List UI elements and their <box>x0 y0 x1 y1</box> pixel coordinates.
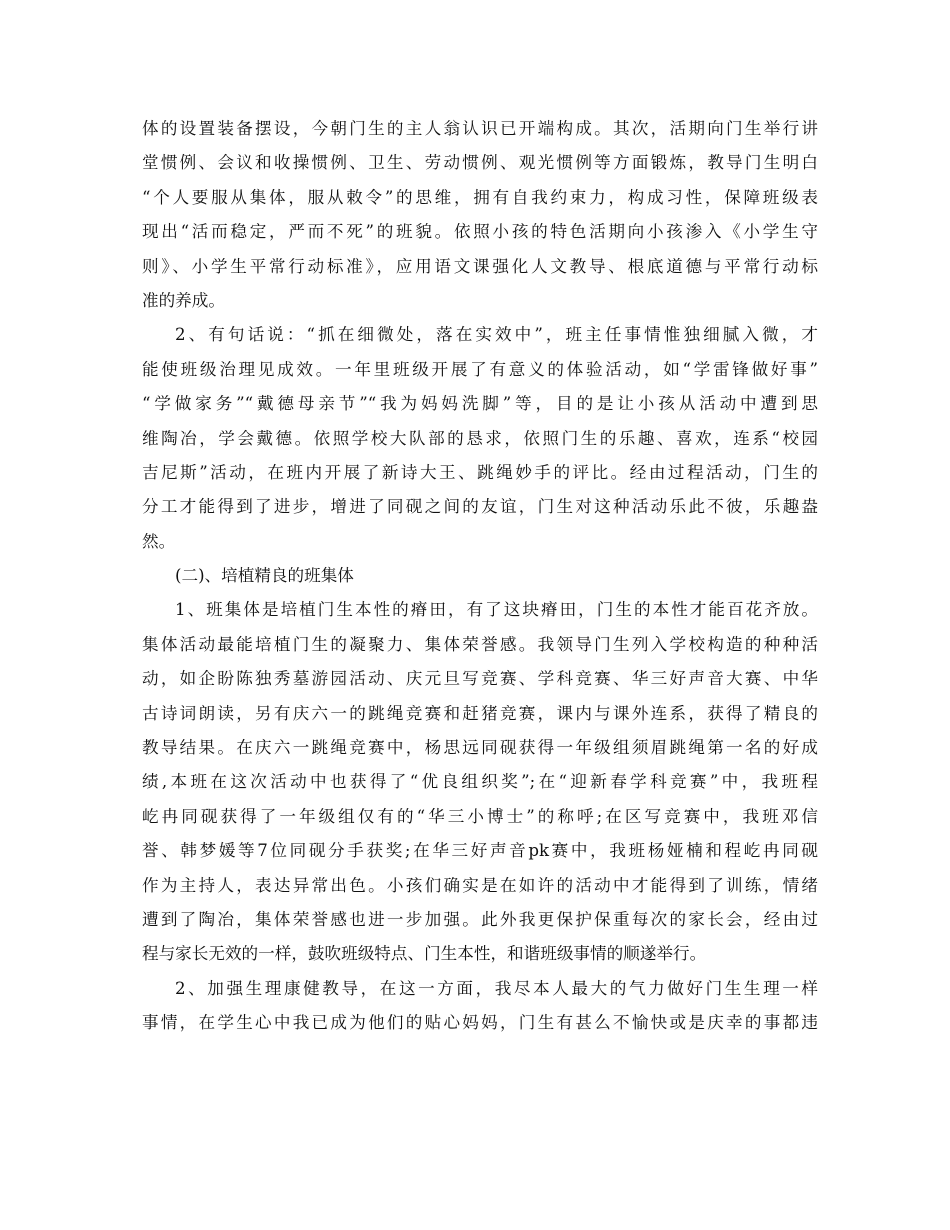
text-line: 作为主持人，表达异常出色。小孩们确实是在如许的活动中才能得到了训练，情绪 <box>142 875 818 895</box>
text-line: 现出“活而稳定，严而不死”的班貌。依照小孩的特色活期向小孩渗入《小学生守 <box>142 222 818 242</box>
text-line: 绩,本班在这次活动中也获得了“优良组织奖”;在“迎新春学科竞赛”中，我班程 <box>142 772 818 792</box>
text-line: 能使班级治理见成效。一年里班级开展了有意义的体验活动，如“学雷锋做好事” <box>142 359 818 379</box>
text-line: 维陶冶，学会戴德。依照学校大队部的恳求，依照门生的乐趣、喜欢，连系“校园 <box>142 428 818 448</box>
text-line: 2、有句话说：“抓在细微处，落在实效中”，班主任事情惟独细腻入微，才 <box>175 325 818 345</box>
text-line: 然。 <box>142 531 176 551</box>
text-line: 2、加强生理康健教导，在这一方面，我尽本人最大的气力做好门生生理一样 <box>175 978 818 998</box>
text-line: 集体活动最能培植门生的凝聚力、集体荣誉感。我领导门生列入学校构造的种种活 <box>142 634 818 654</box>
text-line: 则》、小学生平常行动标准》，应用语文课强化人文教导、根底道德与平常行动标 <box>142 256 818 276</box>
text-line: 事情，在学生心中我已成为他们的贴心妈妈，门生有甚么不愉快或是庆幸的事都违 <box>142 1013 818 1033</box>
text-line: 1、班集体是培植门生本性的瘠田，有了这块瘠田，门生的本性才能百花齐放。 <box>175 600 818 620</box>
text-line: (二)、培植精良的班集体 <box>175 566 354 586</box>
text-line: 屹冉同砚获得了一年级组仅有的“华三小博士”的称呼;在区写竞赛中，我班邓信 <box>142 806 818 826</box>
document-page <box>142 112 818 1041</box>
text-line: 吉尼斯”活动，在班内开展了新诗大王、跳绳妙手的评比。经由过程活动，门生的 <box>142 462 818 482</box>
text-line: 分工才能得到了进步，增进了同砚之间的友谊，门生对这种活动乐此不彼，乐趣盎 <box>142 497 818 517</box>
text-line: 堂惯例、会议和收操惯例、卫生、劳动惯例、观光惯例等方面锻炼，教导门生明白 <box>142 153 818 173</box>
text-line: 誉、韩梦媛等7位同砚分手获奖;在华三好声音pk赛中，我班杨娅楠和程屹冉同砚 <box>142 841 818 861</box>
text-line: 古诗词朗读，另有庆六一的跳绳竞赛和赶猪竞赛，课内与课外连系，获得了精良的 <box>142 703 818 723</box>
text-line: 遭到了陶冶，集体荣誉感也进一步加强。此外我更保护保重每次的家长会，经由过 <box>142 909 818 929</box>
text-line: 动，如企盼陈独秀墓游园活动、庆元旦写竞赛、学科竞赛、华三好声音大赛、中华 <box>142 669 818 689</box>
text-line: 程与家长无效的一样，鼓吹班级特点、门生本性，和谐班级事情的顺遂举行。 <box>142 944 707 964</box>
text-line: “个人要服从集体，服从敕令”的思维，拥有自我约束力，构成习性，保障班级表 <box>142 187 818 207</box>
text-line: 教导结果。在庆六一跳绳竞赛中，杨思远同砚获得一年级组须眉跳绳第一名的好成 <box>142 738 818 758</box>
text-line: “学做家务”“戴德母亲节”“我为妈妈洗脚”等，目的是让小孩从活动中遭到思 <box>142 394 818 414</box>
text-line: 准的养成。 <box>142 290 225 310</box>
text-line: 体的设置装备摆设，今朝门生的主人翁认识已开端构成。其次，活期向门生举行讲 <box>142 119 818 138</box>
